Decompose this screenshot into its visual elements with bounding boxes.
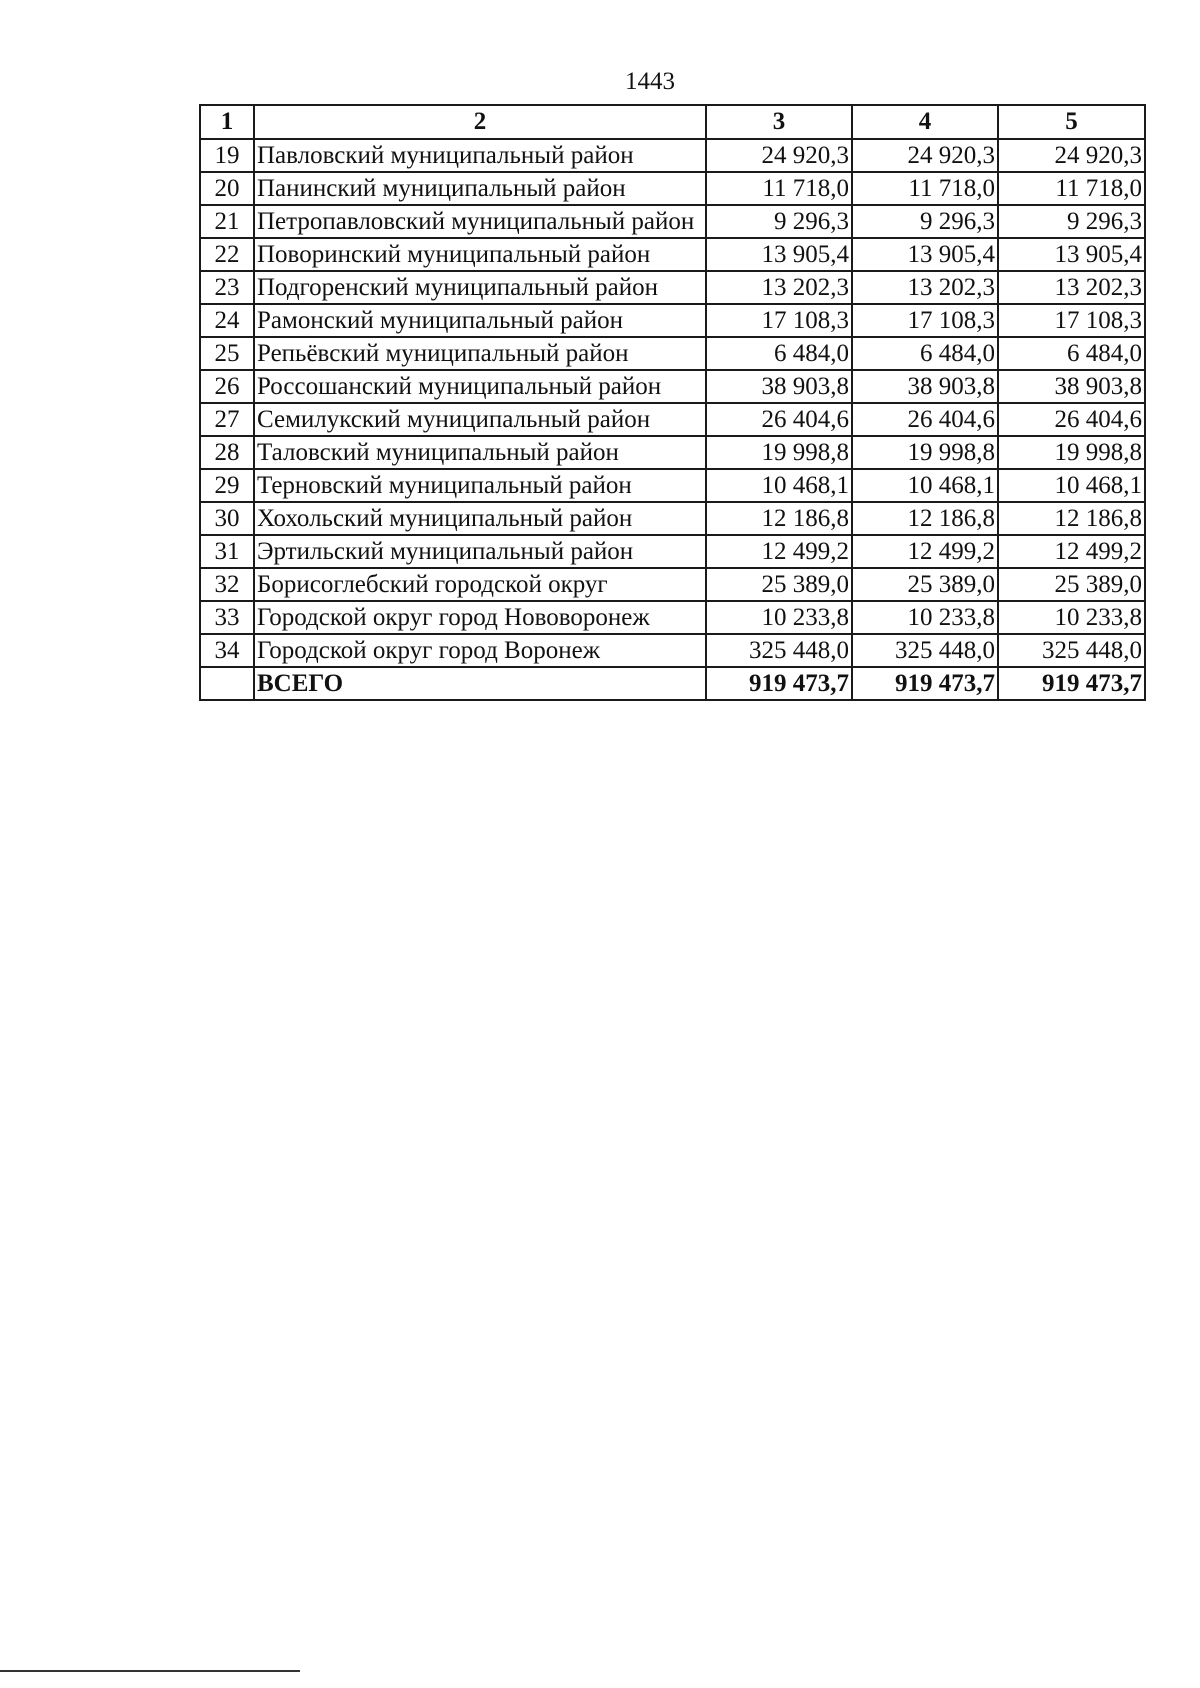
column-5-value-cell: 38 903,8 — [998, 370, 1145, 403]
row-name-cell: Петропавловский муниципальный район — [254, 205, 706, 238]
column-4-value-cell: 38 903,8 — [852, 370, 998, 403]
table-row — [200, 535, 1145, 568]
row-name-cell: Павловский муниципальный район — [254, 139, 706, 172]
row-name-cell: Борисоглебский городской округ — [254, 568, 706, 601]
column-5-value-cell: 10 233,8 — [998, 601, 1145, 634]
table-row — [200, 271, 1145, 304]
row-number-cell: 28 — [200, 436, 254, 469]
row-name-cell: Таловский муниципальный район — [254, 436, 706, 469]
footnote-rule — [0, 1670, 300, 1672]
row-name-cell: Репьёвский муниципальный район — [254, 337, 706, 370]
row-name-cell: Подгоренский муниципальный район — [254, 271, 706, 304]
row-name-cell: Семилукский муниципальный район — [254, 403, 706, 436]
row-number-cell: 23 — [200, 271, 254, 304]
column-5-value-cell: 13 905,4 — [998, 238, 1145, 271]
column-3-value-cell: 10 233,8 — [706, 601, 852, 634]
column-4-value-cell: 9 296,3 — [852, 205, 998, 238]
column-5-value-cell: 26 404,6 — [998, 403, 1145, 436]
row-name-cell: Панинский муниципальный район — [254, 172, 706, 205]
column-5-value-cell: 11 718,0 — [998, 172, 1145, 205]
column-3-value-cell: 24 920,3 — [706, 139, 852, 172]
table-row — [200, 436, 1145, 469]
row-name-cell: ВСЕГО — [254, 667, 706, 700]
column-3-value-cell: 11 718,0 — [706, 172, 852, 205]
column-5-value-cell: 6 484,0 — [998, 337, 1145, 370]
table-row — [200, 403, 1145, 436]
table-row — [200, 139, 1145, 172]
column-4-value-cell: 26 404,6 — [852, 403, 998, 436]
column-5-value-cell: 24 920,3 — [998, 139, 1145, 172]
column-4-value-cell: 12 499,2 — [852, 535, 998, 568]
table-row — [200, 304, 1145, 337]
column-5-value-cell: 13 202,3 — [998, 271, 1145, 304]
row-number-cell: 29 — [200, 469, 254, 502]
column-4-value-cell: 25 389,0 — [852, 568, 998, 601]
table-row — [200, 172, 1145, 205]
table-body — [200, 139, 1145, 700]
table-row — [200, 238, 1145, 271]
column-5-value-cell: 25 389,0 — [998, 568, 1145, 601]
column-3-value-cell: 38 903,8 — [706, 370, 852, 403]
column-4-value-cell: 17 108,3 — [852, 304, 998, 337]
header-cell-4: 4 — [852, 105, 998, 139]
column-5-value-cell: 12 499,2 — [998, 535, 1145, 568]
header-cell-1: 1 — [200, 105, 254, 139]
row-number-cell: 24 — [200, 304, 254, 337]
column-3-value-cell: 325 448,0 — [706, 634, 852, 667]
column-3-value-cell: 13 905,4 — [706, 238, 852, 271]
row-name-cell: Городской округ город Нововоронеж — [254, 601, 706, 634]
column-4-value-cell: 13 905,4 — [852, 238, 998, 271]
header-cell-3: 3 — [706, 105, 852, 139]
column-3-value-cell: 26 404,6 — [706, 403, 852, 436]
column-5-value-cell: 10 468,1 — [998, 469, 1145, 502]
column-3-value-cell: 12 186,8 — [706, 502, 852, 535]
row-name-cell: Терновский муниципальный район — [254, 469, 706, 502]
header-cell-2: 2 — [254, 105, 706, 139]
table-row — [200, 337, 1145, 370]
budget-table — [199, 104, 1146, 701]
column-3-value-cell: 9 296,3 — [706, 205, 852, 238]
row-name-cell: Эртильский муниципальный район — [254, 535, 706, 568]
table-row — [200, 502, 1145, 535]
column-4-value-cell: 12 186,8 — [852, 502, 998, 535]
column-3-value-cell: 19 998,8 — [706, 436, 852, 469]
row-number-cell: 33 — [200, 601, 254, 634]
column-4-value-cell: 13 202,3 — [852, 271, 998, 304]
column-4-value-cell: 6 484,0 — [852, 337, 998, 370]
column-4-value-cell: 10 468,1 — [852, 469, 998, 502]
column-5-value-cell: 9 296,3 — [998, 205, 1145, 238]
row-number-cell: 32 — [200, 568, 254, 601]
row-number-cell: 30 — [200, 502, 254, 535]
column-5-value-cell: 12 186,8 — [998, 502, 1145, 535]
column-3-value-cell: 12 499,2 — [706, 535, 852, 568]
column-4-value-cell: 24 920,3 — [852, 139, 998, 172]
total-row — [200, 667, 1145, 700]
row-number-cell — [200, 667, 254, 700]
row-number-cell: 31 — [200, 535, 254, 568]
column-3-value-cell: 919 473,7 — [706, 667, 852, 700]
table-row — [200, 601, 1145, 634]
column-4-value-cell: 325 448,0 — [852, 634, 998, 667]
row-number-cell: 27 — [200, 403, 254, 436]
header-row — [200, 105, 1145, 139]
column-5-value-cell: 17 108,3 — [998, 304, 1145, 337]
row-number-cell: 21 — [200, 205, 254, 238]
table-row — [200, 205, 1145, 238]
row-name-cell: Хохольский муниципальный район — [254, 502, 706, 535]
column-3-value-cell: 10 468,1 — [706, 469, 852, 502]
table-row — [200, 634, 1145, 667]
row-name-cell: Рамонский муниципальный район — [254, 304, 706, 337]
row-number-cell: 19 — [200, 139, 254, 172]
row-number-cell: 34 — [200, 634, 254, 667]
row-number-cell: 20 — [200, 172, 254, 205]
column-4-value-cell: 11 718,0 — [852, 172, 998, 205]
header-cell-5: 5 — [998, 105, 1145, 139]
table-row — [200, 469, 1145, 502]
table-row — [200, 568, 1145, 601]
column-4-value-cell: 10 233,8 — [852, 601, 998, 634]
column-5-value-cell: 325 448,0 — [998, 634, 1145, 667]
column-3-value-cell: 6 484,0 — [706, 337, 852, 370]
column-4-value-cell: 919 473,7 — [852, 667, 998, 700]
row-name-cell: Городской округ город Воронеж — [254, 634, 706, 667]
column-3-value-cell: 17 108,3 — [706, 304, 852, 337]
row-number-cell: 25 — [200, 337, 254, 370]
table-row — [200, 370, 1145, 403]
row-number-cell: 26 — [200, 370, 254, 403]
column-5-value-cell: 19 998,8 — [998, 436, 1145, 469]
column-4-value-cell: 19 998,8 — [852, 436, 998, 469]
row-name-cell: Поворинский муниципальный район — [254, 238, 706, 271]
row-number-cell: 22 — [200, 238, 254, 271]
row-name-cell: Россошанский муниципальный район — [254, 370, 706, 403]
column-5-value-cell: 919 473,7 — [998, 667, 1145, 700]
column-3-value-cell: 13 202,3 — [706, 271, 852, 304]
page-number: 1443 — [625, 68, 675, 95]
column-3-value-cell: 25 389,0 — [706, 568, 852, 601]
